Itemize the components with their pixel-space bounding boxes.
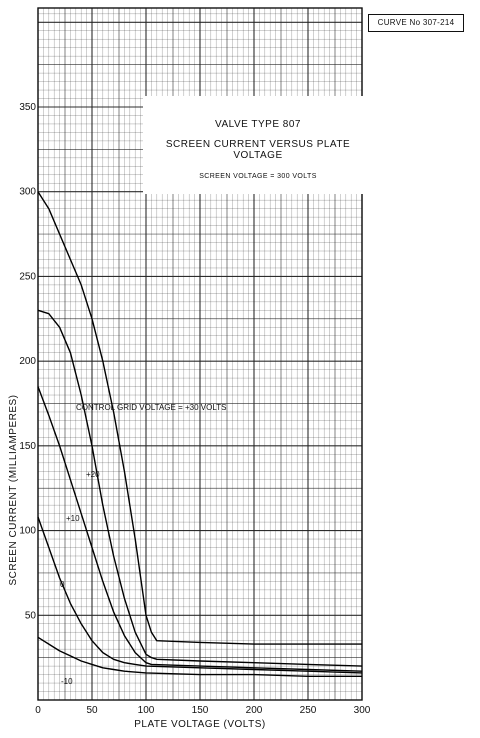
annotation-plus30: CONTROL GRID VOLTAGE = +30 VOLTS [76,403,227,412]
chart-subtitle: SCREEN VOLTAGE = 300 VOLTS [199,173,317,180]
x-tick-label: 250 [299,705,317,716]
x-tick-label: 100 [137,705,155,716]
annotation-minus10: -10 [61,677,73,686]
annotation-plus10: +10 [66,514,80,523]
x-axis-label: PLATE VOLTAGE (VOLTS) [134,719,266,730]
chart-title-line1: VALVE TYPE 807 [215,119,301,130]
curve-number: CURVE No 307-214 [377,18,455,27]
x-tick-label: 50 [86,705,98,716]
annotation-plus20: +20 [86,470,100,479]
y-tick-label: 100 [19,525,36,537]
y-tick-label: 150 [19,440,36,452]
y-tick-label: 350 [19,102,36,113]
x-tick-label: 200 [245,705,263,716]
y-tick-label: 250 [19,271,36,283]
chart-title-line2: SCREEN CURRENT VERSUS PLATE VOLTAGE [165,139,351,161]
y-tick-label: 50 [24,610,36,622]
curve-number-box [368,14,464,32]
annotation-zero: 0 [60,580,65,589]
y-axis-label: SCREEN CURRENT (MILLIAMPERES) [8,394,19,586]
title-box [143,96,373,194]
y-tick-label: 200 [19,356,36,368]
x-tick-label: 300 [353,705,371,716]
x-tick-label: 150 [191,705,209,716]
x-tick-label: 0 [35,705,41,716]
y-tick-label: 300 [19,186,36,198]
